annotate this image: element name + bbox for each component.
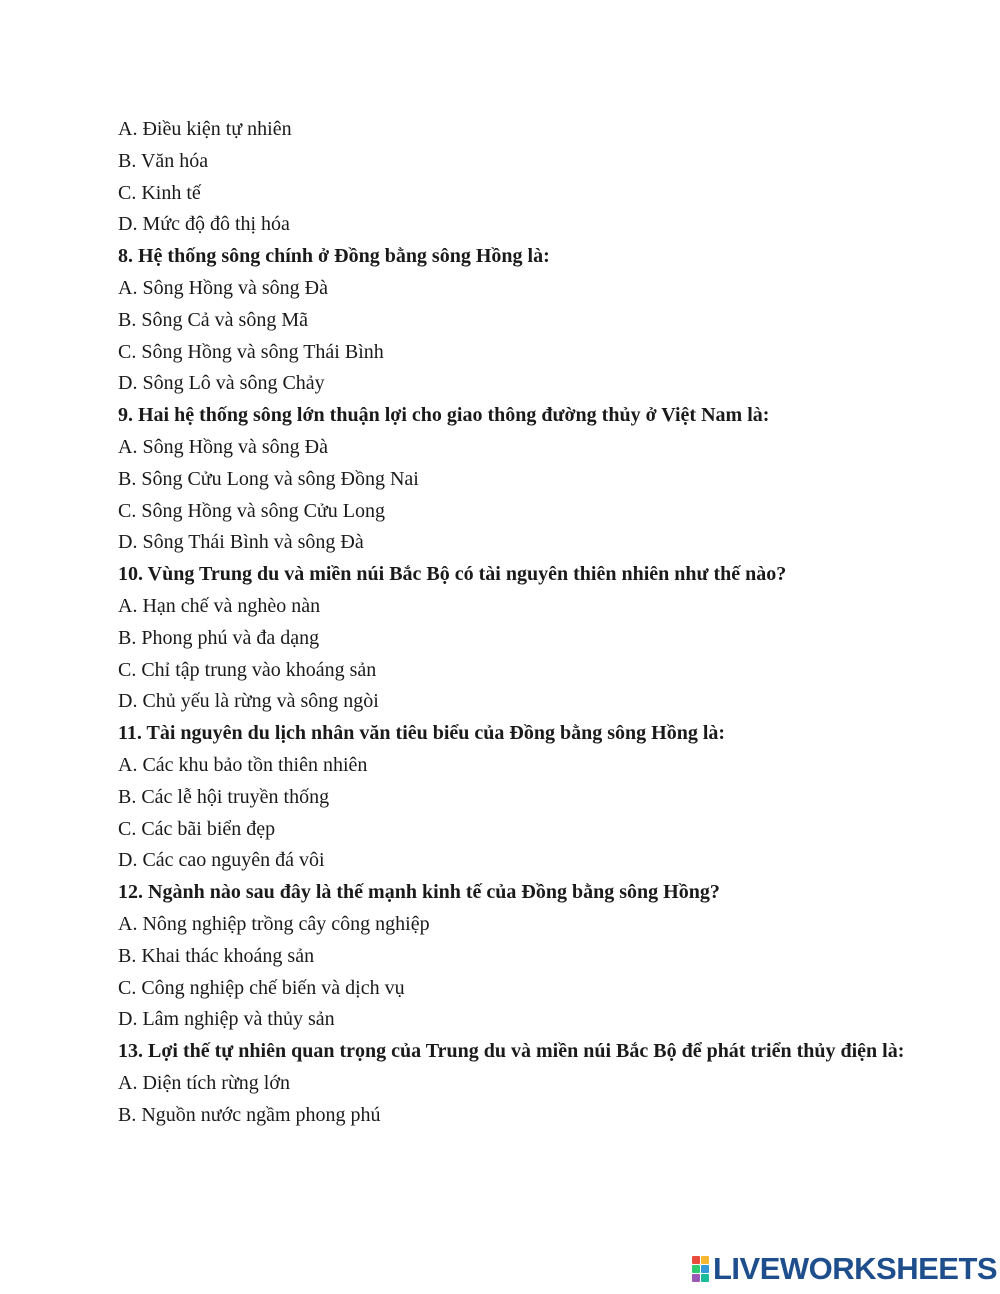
question-text: 11. Tài nguyên du lịch nhân văn tiêu biểu của Đồng bằng sông Hồng là: bbox=[118, 722, 726, 745]
answer-option: D. Mức độ đô thị hóa bbox=[118, 213, 290, 236]
brand-name: LIVEWORKSHEETS bbox=[713, 1251, 998, 1286]
question-text: 12. Ngành nào sau đây là thế mạnh kinh tế của Đồng bằng sông Hồng? bbox=[118, 881, 720, 904]
worksheet-content bbox=[118, 114, 918, 1132]
answer-option: C. Công nghiệp chế biến và dịch vụ bbox=[118, 976, 405, 999]
answer-option: D. Sông Thái Bình và sông Đà bbox=[118, 531, 364, 554]
answer-option: C. Chỉ tập trung vào khoáng sản bbox=[118, 658, 377, 681]
answer-option: D. Sông Lô và sông Chảy bbox=[118, 372, 325, 395]
question-text: 13. Lợi thế tự nhiên quan trọng của Trung du và miền núi Bắc Bộ để phát triển thủy điện là: bbox=[118, 1040, 905, 1063]
answer-option: A. Điều kiện tự nhiên bbox=[118, 118, 292, 140]
answer-option: B. Văn hóa bbox=[118, 149, 209, 172]
answer-option: A. Nông nghiệp trồng cây công nghiệp bbox=[118, 912, 430, 935]
answer-option: C. Kinh tế bbox=[118, 181, 201, 204]
answer-option: C. Sông Hồng và sông Cửu Long bbox=[118, 499, 385, 522]
answer-option: A. Các khu bảo tồn thiên nhiên bbox=[118, 753, 368, 776]
logo-square bbox=[701, 1256, 709, 1264]
logo-square bbox=[692, 1274, 700, 1282]
liveworksheets-logo-icon bbox=[692, 1256, 709, 1282]
answer-option: B. Phong phú và đa dạng bbox=[118, 626, 320, 649]
logo-square bbox=[701, 1274, 709, 1282]
logo-square bbox=[701, 1265, 709, 1273]
answer-option: A. Diện tích rừng lớn bbox=[118, 1071, 290, 1094]
answer-option: A. Sông Hồng và sông Đà bbox=[118, 435, 328, 458]
answer-option: B. Các lễ hội truyền thống bbox=[118, 785, 330, 808]
answer-option: B. Khai thác khoáng sản bbox=[118, 944, 315, 967]
logo-square bbox=[692, 1265, 700, 1273]
answer-option: C. Sông Hồng và sông Thái Bình bbox=[118, 340, 384, 363]
logo-square bbox=[692, 1256, 700, 1264]
answer-option: D. Chủ yếu là rừng và sông ngòi bbox=[118, 690, 379, 713]
answer-option: B. Sông Cửu Long và sông Đồng Nai bbox=[118, 467, 419, 490]
answer-option: C. Các bãi biển đẹp bbox=[118, 817, 276, 840]
question-text: 8. Hệ thống sông chính ở Đồng bằng sông Hồng là: bbox=[118, 245, 550, 268]
answer-option: D. Lâm nghiệp và thủy sản bbox=[118, 1008, 335, 1031]
answer-option: A. Hạn chế và nghèo nàn bbox=[118, 594, 321, 617]
answer-option: D. Các cao nguyên đá vôi bbox=[118, 849, 325, 872]
answer-option: B. Sông Cả và sông Mã bbox=[118, 308, 308, 331]
question-text: 9. Hai hệ thống sông lớn thuận lợi cho giao thông đường thủy ở Việt Nam là: bbox=[118, 404, 770, 427]
question-text: 10. Vùng Trung du và miền núi Bắc Bộ có tài nguyên thiên nhiên như thế nào? bbox=[118, 563, 787, 586]
answer-option: B. Nguồn nước ngầm phong phú bbox=[118, 1103, 381, 1126]
liveworksheets-brand[interactable] bbox=[692, 1252, 997, 1286]
answer-option: A. Sông Hồng và sông Đà bbox=[118, 276, 328, 299]
